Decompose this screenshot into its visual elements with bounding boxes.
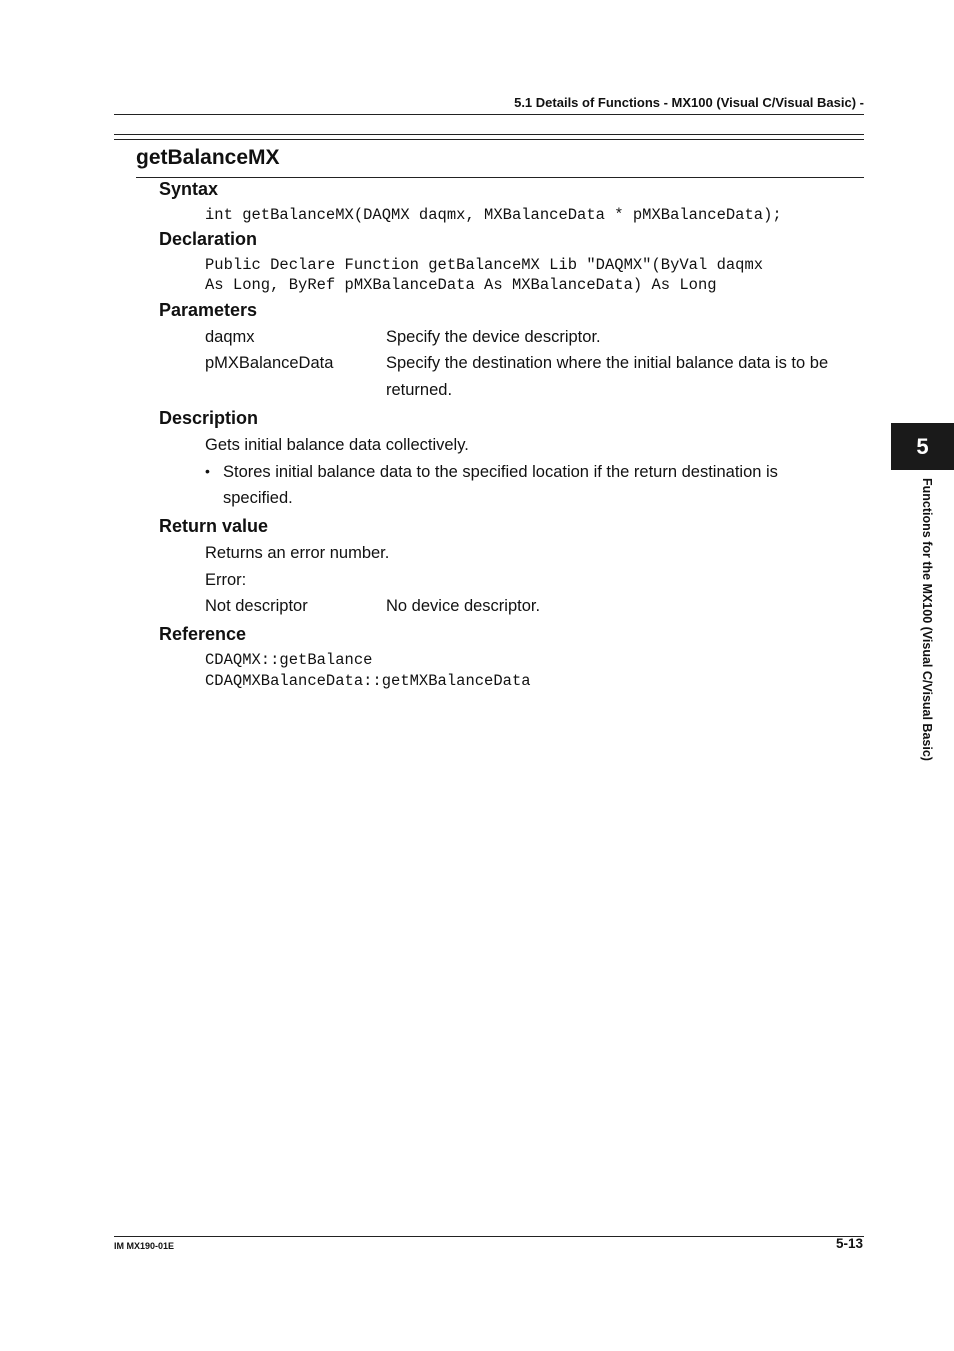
title-rule-bottom [136, 177, 864, 178]
footer-page-number: 5-13 [835, 1236, 863, 1251]
syntax-heading: Syntax [159, 179, 219, 199]
error-name: Not descriptor [205, 597, 308, 615]
declaration-line-1: Public Declare Function getBalanceMX Lib "DAQMX"(ByVal daqmx [205, 256, 764, 274]
parameters-heading: Parameters [159, 300, 258, 320]
return-value-text: Returns an error number. [205, 544, 390, 562]
declaration-heading: Declaration [159, 229, 258, 249]
title-rule-top-2 [114, 139, 864, 140]
param-name-daqmx: daqmx [205, 328, 255, 346]
header-rule [114, 114, 864, 115]
error-label: Error: [205, 571, 247, 589]
footer-doc-id: IM MX190-01E [114, 1241, 175, 1251]
description-bullet-line-1: Stores initial balance data to the specified location if the return destination is [223, 463, 778, 481]
reference-heading: Reference [159, 624, 247, 644]
declaration-line-2: As Long, ByRef pMXBalanceData As MXBalanceData) As Long [205, 276, 717, 294]
running-header: 5.1 Details of Functions - MX100 (Visual C/Visual Basic) - [514, 95, 864, 110]
param-name-pmxbalancedata: pMXBalanceData [205, 354, 334, 372]
param-desc-pmxbalancedata-cont: returned. [386, 381, 453, 399]
chapter-side-title: Functions for the MX100 (Visual C/Visual Basic) [920, 478, 934, 761]
param-desc-pmxbalancedata: Specify the destination where the initial balance data is to be [386, 354, 829, 372]
description-text: Gets initial balance data collectively. [205, 436, 469, 454]
return-value-heading: Return value [159, 516, 269, 536]
param-desc-daqmx: Specify the device descriptor. [386, 328, 601, 346]
description-heading: Description [159, 408, 259, 428]
syntax-code: int getBalanceMX(DAQMX daqmx, MXBalanceData * pMXBalanceData); [205, 206, 782, 224]
chapter-number-tab: 5 [891, 423, 954, 470]
reference-item: CDAQMXBalanceData::getMXBalanceData [205, 672, 531, 690]
description-bullet-line-2: specified. [223, 489, 293, 507]
bullet-mark: • [205, 463, 210, 479]
footer-rule [114, 1236, 864, 1237]
title-rule-top [114, 134, 864, 135]
error-desc: No device descriptor. [386, 597, 541, 615]
function-title: getBalanceMX [136, 146, 280, 169]
reference-item: CDAQMX::getBalance [205, 651, 373, 669]
